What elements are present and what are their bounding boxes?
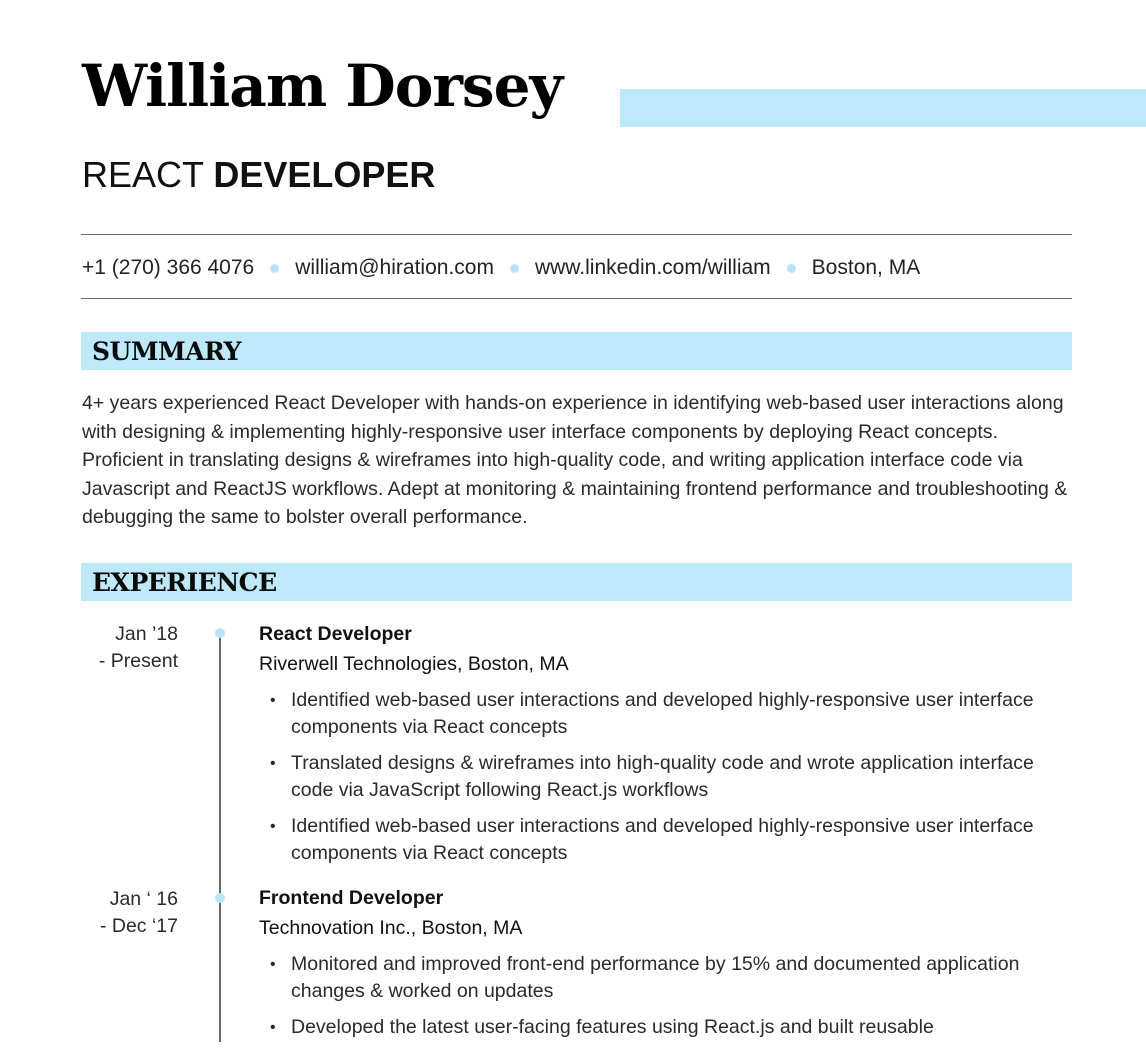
bullet-icon: •: [270, 1019, 276, 1036]
contact-linkedin: www.linkedin.com/william: [534, 256, 771, 279]
job-date-end: - Dec ‘17: [99, 915, 178, 937]
role-bold: DEVELOPER: [213, 154, 436, 195]
role-light: REACT: [82, 154, 204, 195]
job-dates: [60, 886, 178, 940]
experience-section-header: [81, 563, 1072, 601]
bullet-text: Translated designs & wireframes into high-quality code and wrote application interface code via JavaScript following React.js workflows: [291, 752, 1034, 801]
contact-email: william@hiration.com: [295, 256, 494, 279]
header-accent-bar: [620, 89, 1146, 127]
separator-dot-icon: [510, 264, 519, 273]
candidate-name: William Dorsey: [82, 52, 563, 120]
summary-section-header: [81, 332, 1072, 370]
list-item: [259, 951, 1049, 1005]
job-date-start: Jan ’18: [115, 623, 178, 645]
job-company: Technovation Inc., Boston, MA: [259, 917, 523, 939]
separator-dot-icon: [787, 264, 796, 273]
job-dates: [60, 621, 178, 675]
job-role: [82, 155, 435, 195]
list-item: [259, 750, 1049, 804]
job-title: Frontend Developer: [259, 887, 444, 909]
job-bullet-list: [259, 687, 1049, 876]
job-company: Riverwell Technologies, Boston, MA: [259, 653, 569, 675]
contact-rule-bottom: [81, 298, 1072, 299]
bullet-text: Identified web-based user interactions and developed highly-responsive user interface components via React concepts: [291, 815, 1034, 864]
bullet-text: Monitored and improved front-end performance by 15% and documented application changes & worked on updates: [291, 953, 1020, 1002]
bullet-icon: •: [270, 818, 276, 835]
timeline-dot-icon: [215, 628, 225, 638]
bullet-text: Identified web-based user interactions and developed highly-responsive user interface components via React concepts: [291, 689, 1034, 738]
job-date-start: Jan ‘ 16: [109, 888, 178, 910]
job-bullet-list: [259, 951, 1049, 1050]
contact-location: Boston, MA: [811, 256, 921, 279]
timeline-line: [219, 632, 221, 1042]
timeline-dot-icon: [215, 893, 225, 903]
bullet-text: Developed the latest user-facing features using React.js and built reusable: [291, 1016, 934, 1038]
list-item: [259, 1014, 1049, 1041]
bullet-icon: •: [270, 692, 276, 709]
job-date-end: - Present: [98, 650, 178, 672]
summary-heading: SUMMARY: [92, 336, 241, 366]
list-item: [259, 813, 1049, 867]
job-title: React Developer: [259, 623, 412, 645]
list-item: [259, 687, 1049, 741]
summary-text: 4+ years experienced React Developer with hands-on experience in identifying web-based user interactions along with designing & implementing highly-responsive user interface components by deploying React concepts. Proficient in translating designs & wireframes into high-quality code, and writing application interface code via Javascript and ReactJS workflows. Adept at monitoring & maintaining frontend performance and troubleshooting & debugging the same to bolster overall performance.: [82, 392, 1068, 529]
contact-rule-top: [81, 234, 1072, 235]
bullet-icon: •: [270, 755, 276, 772]
experience-heading: EXPERIENCE: [92, 567, 277, 597]
contact-phone: +1 (270) 366 4076: [82, 256, 255, 279]
contact-line: [82, 253, 920, 283]
bullet-icon: •: [270, 956, 276, 973]
separator-dot-icon: [270, 264, 279, 273]
